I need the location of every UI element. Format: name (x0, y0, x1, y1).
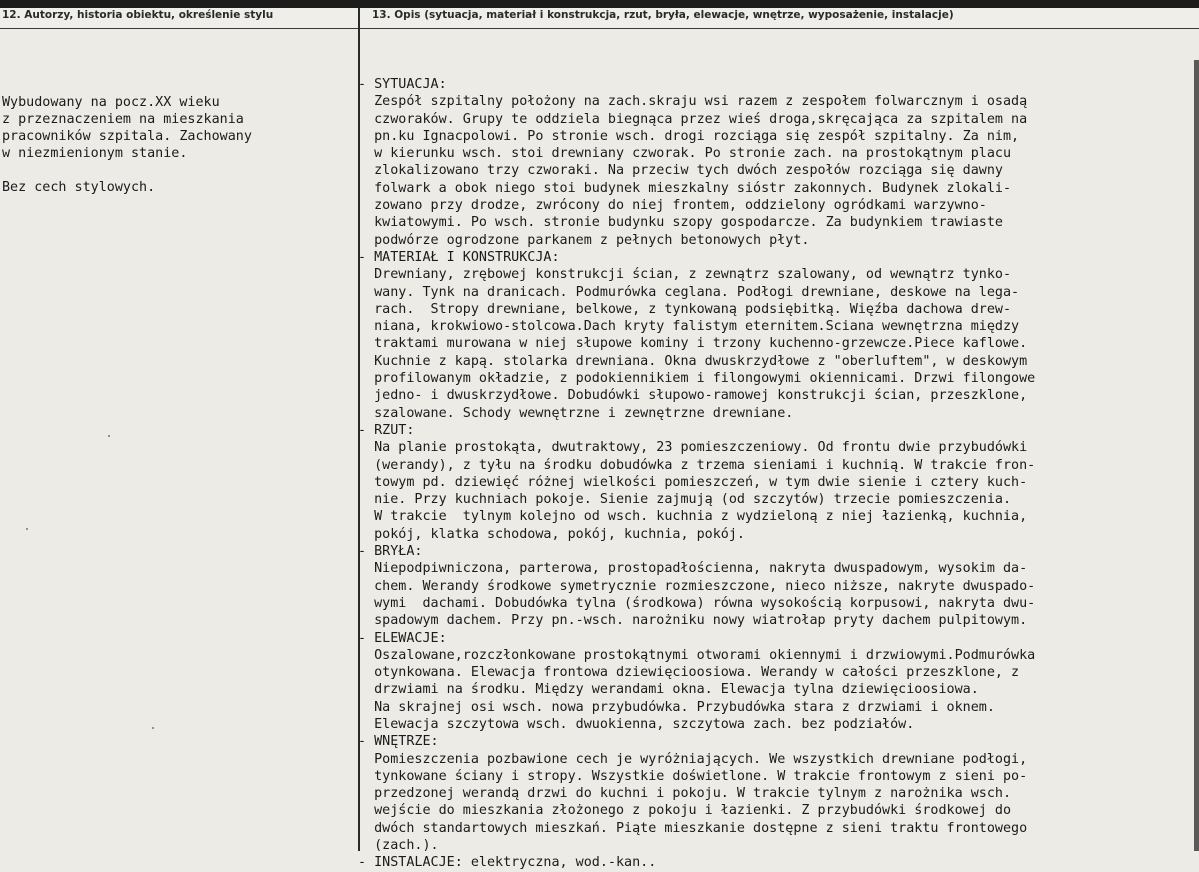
description-line: (zach.). (358, 838, 439, 854)
description-line: podwórze ogrodzone parkanem z pełnych betonowych płyt. (358, 232, 810, 248)
description-line: pn.ku Ignacpolowi. Po stronie wsch. drogi rozciąga się zespół szpitalny. Za nim, (358, 128, 1020, 144)
header-rule (0, 28, 1199, 29)
description-line: Niepodpiwniczona, parterowa, prostopadłościenna, nakryta dwuspadowym, wysokim da- (358, 561, 1028, 577)
history-line: Wybudowany na pocz.XX wieku (2, 95, 220, 110)
description-line: wymi dachami. Dobudówka tylna (środkowa) równa wysokością korpusowi, nakryta dwu- (358, 595, 1036, 611)
description-line: Elewacja szczytowa wsch. dwuokienna, szczytowa zach. bez podziałów. (358, 716, 915, 732)
description-line: wejście do mieszkania złożonego z pokoju i łazienki. Z przybudówki środkowej do (358, 803, 1012, 819)
description-line: dwóch standartowych mieszkań. Piąte mieszkanie dostępne z sieni traktu frontowego (358, 820, 1028, 836)
description-line: - RZUT: (358, 422, 415, 438)
description-line: chem. Werandy środkowe symetrycznie rozmieszczone, nieco niższe, nakryte dwuspado- (358, 578, 1036, 594)
description-line: otynkowana. Elewacja frontowa dziewięcioosiowa. Werandy w całości przeszklone, z (358, 665, 1020, 681)
description-line: spadowym dachem. Przy pn.-wsch. narożniku nowy wiatrołap pryty dachem pulpitowym. (358, 613, 1028, 629)
scan-top-edge (0, 0, 1199, 8)
description-line: jedno- i dwuskrzydłowe. Dobudówki słupowo-ramowej konstrukcji ścian, przeszklone, (358, 388, 1028, 404)
description-line: rach. Stropy drewniane, belkowe, z tynkowaną podsiębitką. Więźba dachowa drew- (358, 301, 1012, 317)
description-line: folwark a obok niego stoi budynek mieszkalny sióstr zakonnych. Budynek zlokali- (358, 180, 1012, 196)
description-line: nie. Przy kuchniach pokoje. Sienie zajmują (od szczytów) trzecie pomieszczenia. (358, 492, 1012, 508)
description-line: Drewniany, zrębowej konstrukcji ścian, z zewnątrz szalowany, od wewnątrz tynko- (358, 267, 1012, 283)
description-line: - SYTUACJA: (358, 77, 447, 92)
description-line: (werandy), z tyłu na środku dobudówka z trzema sieniami i kuchnią. W trakcie fron- (358, 457, 1036, 473)
description-line: Kuchnie z kapą. stolarka drewniana. Okna dwuskrzydłowe z "oberluftem", w deskowym (358, 353, 1028, 369)
history-line: pracowników szpitala. Zachowany (2, 129, 252, 144)
description-line: - INSTALACJE: elektryczna, wod.-kan.. (358, 855, 657, 871)
section-12-header: 12. Autorzy, historia obiektu, określenie stylu (2, 9, 274, 21)
paper-speck (26, 528, 28, 530)
description-line: - ELEWACJE: (358, 630, 447, 646)
description-line: traktami murowana w niej słupowe kominy i trzony kuchenno-grzewcze.Piece kaflowe. (358, 336, 1028, 352)
description-line: przedzonej werandą drzwi do kuchni i pokoju. W trakcie tylnym z narożnika wsch. (358, 786, 1012, 802)
scan-right-edge (1194, 60, 1199, 851)
description-line: - BRYŁA: (358, 544, 423, 560)
description-line: tynkowane ściany i stropy. Wszystkie doświetlone. W trakcie frontowym z sieni po- (358, 768, 1028, 784)
description-line: Na skrajnej osi wsch. nowa przybudówka. Przybudówka stara z drzwiami i oknem. (358, 699, 995, 715)
description-line: zlokalizowano trzy czworaki. Na przeciw tych dwóch zespołów rozciąga się dawny (358, 163, 1003, 179)
description-line: - MATERIAŁ I KONSTRUKCJA: (358, 249, 560, 265)
description-line: drzwiami na środku. Między werandami okna. Elewacja tylna dziewięcioosiowa. (358, 682, 979, 698)
description-line: wany. Tynk na dranicach. Podmurówka ceglana. Podłogi drewniane, deskowe na lega- (358, 284, 1020, 300)
paper-speck (108, 435, 110, 437)
history-text-block (2, 94, 352, 196)
history-line (2, 162, 352, 179)
description-line: niana, krokwiowo-stolcowa.Dach kryty falistym eternitem.Sciana wewnętrzna między (358, 319, 1020, 335)
description-text-block (358, 76, 1198, 872)
description-line: kwiatowymi. Po wsch. stronie budynku szopy gospodarcze. Za budynkiem trawiaste (358, 215, 1003, 231)
history-line: z przeznaczeniem na mieszkania (2, 112, 244, 127)
description-line: zowano przy drodze, zwrócony do niej frontem, oddzielony ogródkami warzywno- (358, 198, 987, 214)
history-line: Bez cech stylowych. (2, 180, 156, 195)
description-line: szalowane. Schody wewnętrzne i zewnętrzne drewniane. (358, 405, 794, 421)
description-line: pokój, klatka schodowa, pokój, kuchnia, pokój. (358, 526, 745, 542)
description-line: Na planie prostokąta, dwutraktowy, 23 pomieszczeniowy. Od frontu dwie przybudówki (358, 440, 1028, 456)
description-line: Pomieszczenia pozbawione cech je wyróżniających. We wszystkich drewniane podłogi, (358, 751, 1028, 767)
description-line: - WNĘTRZE: (358, 734, 439, 750)
description-line: w kierunku wsch. stoi drewniany czworak. Po stronie zach. na prostokątnym placu (358, 146, 1012, 162)
description-line: towym pd. dziewięć różnej wielkości pomieszczeń, w tym dwie sienie i cztery kuch- (358, 474, 1028, 490)
section-13-header: 13. Opis (sytuacja, materiał i konstrukcja, rzut, bryła, elewacje, wnętrze, wyposażenie, instalacje) (372, 9, 954, 21)
paper-speck (152, 727, 154, 729)
description-line: czworaków. Grupy te oddziela biegnąca przez wieś droga,skręcająca za szpitalem na (358, 111, 1028, 127)
description-line: W trakcie tylnym kolejno od wsch. kuchnia z wydzieloną z niej łazienką, kuchnia, (358, 509, 1028, 525)
description-line: Zespół szpitalny położony na zach.skraju wsi razem z zespołem folwarcznym i osadą (358, 94, 1028, 110)
history-line: w niezmienionym stanie. (2, 146, 188, 161)
description-line: Oszalowane,rozczłonkowane prostokątnymi otworami okiennymi i drzwiowymi.Podmurówka (358, 647, 1036, 663)
description-line: profilowanym okładzie, z podokiennikiem i filongowymi okiennicami. Drzwi filongowe (358, 371, 1036, 387)
